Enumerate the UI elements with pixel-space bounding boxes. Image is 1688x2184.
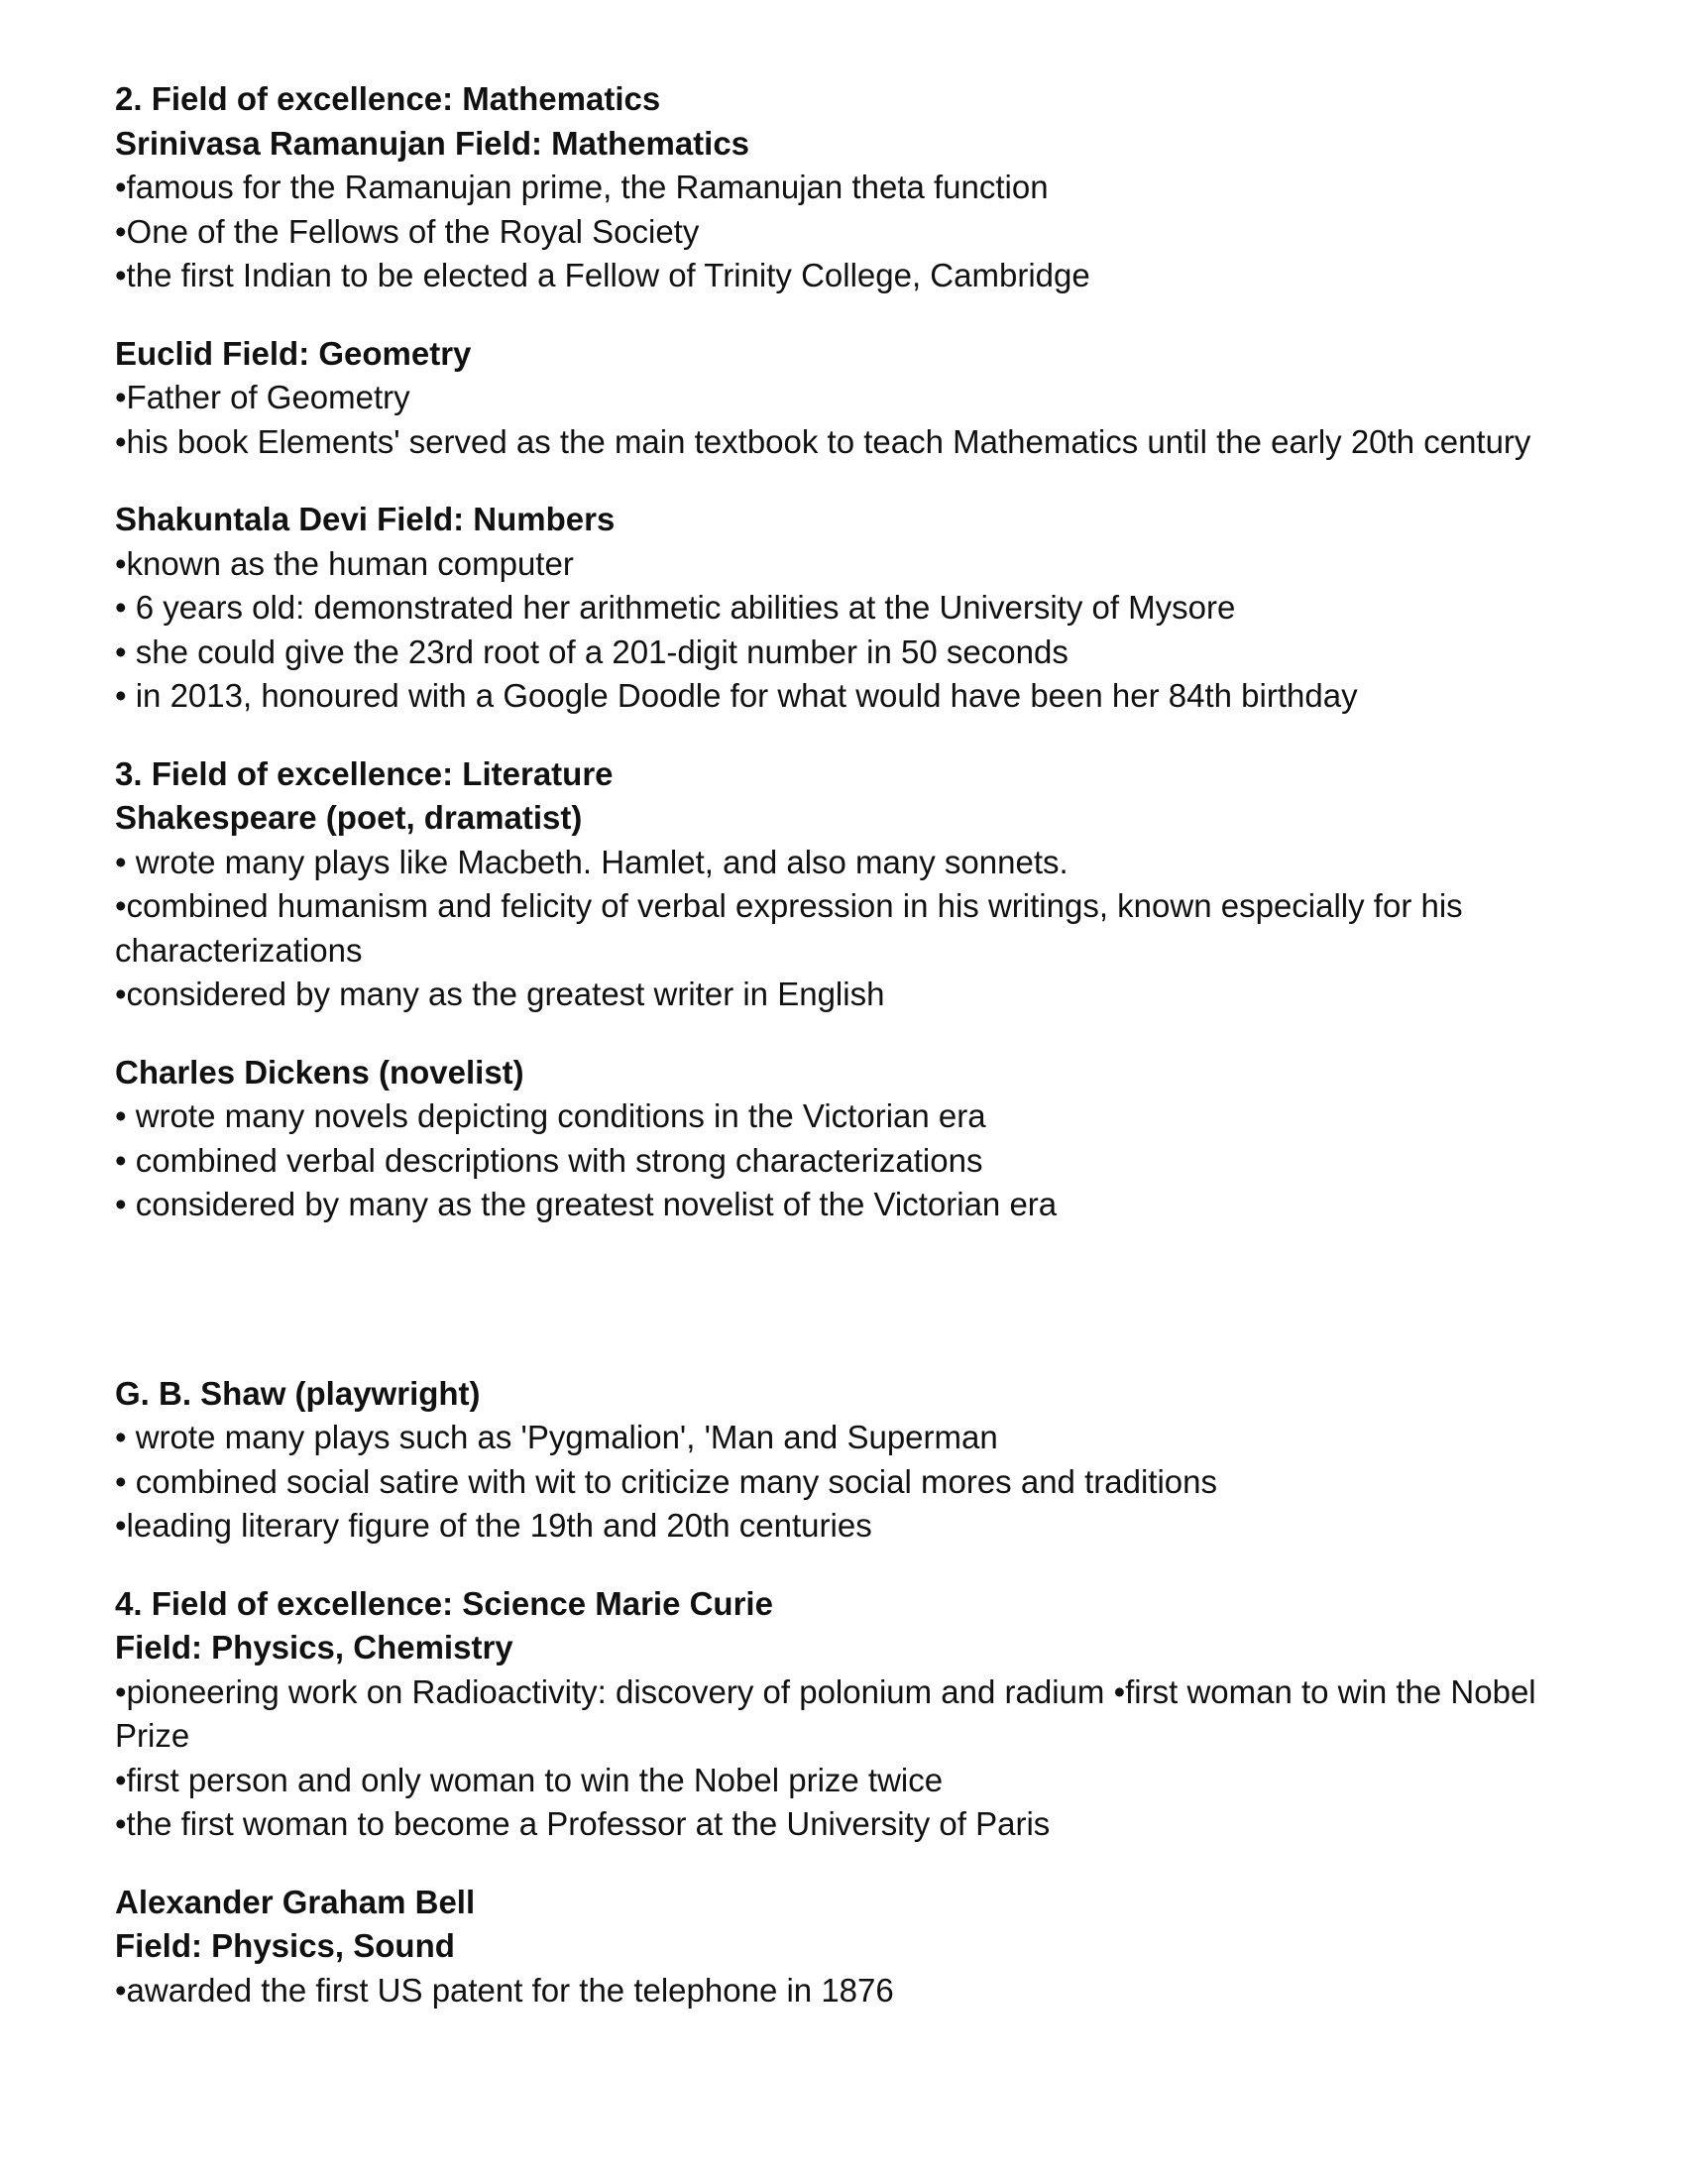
person-heading: G. B. Shaw (playwright) [115, 1374, 481, 1412]
field-heading: Field: Physics, Chemistry [115, 1629, 513, 1666]
bullet-item: • considered by many as the greatest novelist of the Victorian era [115, 1186, 1058, 1222]
bullet-item: •famous for the Ramanujan prime, the Ramanujan theta function [115, 169, 1049, 205]
bullet-item: •first person and only woman to win the Nobel prize twice [115, 1761, 944, 1798]
bullet-item: •the first Indian to be elected a Fellow of Trinity College, Cambridge [115, 257, 1090, 293]
section-heading: 3. Field of excellence: Literature [115, 754, 614, 792]
section-heading: 4. Field of excellence: Science Marie Curie [115, 1584, 773, 1622]
section-euclid [115, 332, 1582, 465]
field-heading: Field: Physics, Sound [115, 1927, 455, 1964]
bullet-item: •the first woman to become a Professor at the University of Paris [115, 1805, 1051, 1842]
bullet-item: •pioneering work on Radioactivity: discovery of polonium and radium •first woman to win the Nobel Prize [115, 1672, 1536, 1754]
bullet-item: •leading literary figure of the 19th and 20th centuries [115, 1507, 872, 1544]
bullet-item: • wrote many plays like Macbeth. Hamlet, and also many sonnets. [115, 843, 1069, 880]
bullet-item: • combined verbal descriptions with strong characterizations [115, 1141, 983, 1179]
bullet-item: • wrote many novels depicting conditions in the Victorian era [115, 1097, 986, 1134]
bullet-item: • combined social satire with wit to criticize many social mores and traditions [115, 1462, 1217, 1500]
section-alexander-graham-bell [115, 1881, 1582, 2013]
person-heading: Shakespeare (poet, dramatist) [115, 799, 583, 836]
bullet-item: • she could give the 23rd root of a 201-digit number in 50 seconds [115, 632, 1069, 670]
bullet-item: •known as the human computer [115, 544, 574, 582]
bullet-item: • 6 years old: demonstrated her arithmetic abilities at the University of Mysore [115, 589, 1236, 626]
person-heading: Charles Dickens (novelist) [115, 1053, 524, 1091]
document-page [115, 77, 1582, 2046]
bullet-item: •considered by many as the greatest writer in English [115, 976, 885, 1012]
section-gb-shaw [115, 1372, 1582, 1549]
section-mathematics-ramanujan [115, 77, 1582, 298]
section-charles-dickens [115, 1051, 1582, 1227]
bullet-item: •combined humanism and felicity of verbal expression in his writings, known especially for his characterizations [115, 887, 1463, 969]
person-heading: Euclid Field: Geometry [115, 334, 472, 372]
bullet-item: • in 2013, honoured with a Google Doodle for what would have been her 84th birthday [115, 677, 1358, 714]
bullet-item: •One of the Fellows of the Royal Society [115, 212, 700, 250]
section-literature-shakespeare [115, 752, 1582, 1017]
section-shakuntala-devi [115, 498, 1582, 719]
bullet-item: • wrote many plays such as 'Pygmalion', 'Man and Superman [115, 1419, 998, 1455]
bullet-item: •Father of Geometry [115, 379, 410, 415]
person-heading: Shakuntala Devi Field: Numbers [115, 501, 616, 537]
bullet-item: •awarded the first US patent for the telephone in 1876 [115, 1971, 894, 2009]
section-science-marie-curie [115, 1582, 1582, 1847]
person-heading: Alexander Graham Bell [115, 1883, 476, 1920]
person-heading: Srinivasa Ramanujan Field: Mathematics [115, 124, 750, 162]
bullet-item: •his book Elements' served as the main textbook to teach Mathematics until the early 20th century [115, 422, 1531, 460]
section-heading: 2. Field of excellence: Mathematics [115, 80, 661, 117]
